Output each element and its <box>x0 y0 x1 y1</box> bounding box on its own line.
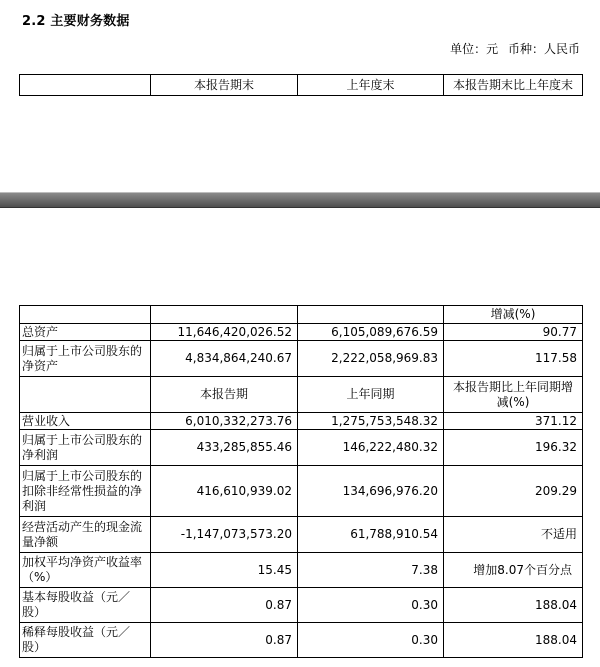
change-value: 371.12 <box>444 413 583 430</box>
current-value: 6,010,332,273.76 <box>151 413 298 430</box>
previous-value: 6,105,089,676.59 <box>298 324 444 341</box>
header-cell-change-pct: 增减(%) <box>444 306 583 324</box>
current-value: 0.87 <box>151 588 298 623</box>
row-label: 归属于上市公司股东的扣除非经常性损益的净利润 <box>20 466 151 517</box>
change-value: 188.04 <box>444 588 583 623</box>
page-break-band <box>0 192 600 208</box>
table-row <box>20 553 583 588</box>
previous-value: 134,696,976.20 <box>298 466 444 517</box>
current-value: 0.87 <box>151 623 298 658</box>
current-value: 11,646,420,026.52 <box>151 324 298 341</box>
table-row <box>20 341 583 377</box>
row-label: 稀释每股收益（元／股） <box>20 623 151 658</box>
row-label: 总资产 <box>20 324 151 341</box>
period-end-header-table <box>19 74 583 96</box>
current-value: 4,834,864,240.67 <box>151 341 298 377</box>
previous-value: 7.38 <box>298 553 444 588</box>
current-value: 416,610,939.02 <box>151 466 298 517</box>
change-value: 增加8.07个百分点 <box>444 553 583 588</box>
change-value: 不适用 <box>444 517 583 553</box>
table-row <box>20 517 583 553</box>
table-header-row <box>20 75 583 96</box>
previous-value: 0.30 <box>298 588 444 623</box>
header-cell-change-vs-prior-year-end: 本报告期末比上年度末 <box>444 75 583 96</box>
table-row <box>20 623 583 658</box>
change-value: 209.29 <box>444 466 583 517</box>
table-row <box>20 466 583 517</box>
previous-value: 146,222,480.32 <box>298 430 444 466</box>
row-label: 归属于上市公司股东的净利润 <box>20 430 151 466</box>
currency-unit-note: 单位：元 币种：人民币 <box>450 42 580 56</box>
table-row <box>20 430 583 466</box>
section-title: 2.2 主要财务数据 <box>22 14 130 29</box>
row-label: 营业收入 <box>20 413 151 430</box>
row-label: 经营活动产生的现金流量净额 <box>20 517 151 553</box>
table-row <box>20 413 583 430</box>
previous-value: 61,788,910.54 <box>298 517 444 553</box>
header-cell <box>20 306 151 324</box>
header-cell <box>151 306 298 324</box>
table-header-row <box>20 306 583 324</box>
previous-value: 2,222,058,969.83 <box>298 341 444 377</box>
table-row <box>20 588 583 623</box>
row-label: 基本每股收益（元／股） <box>20 588 151 623</box>
row-label: 加权平均净资产收益率（%） <box>20 553 151 588</box>
current-value: 15.45 <box>151 553 298 588</box>
change-value: 188.04 <box>444 623 583 658</box>
change-value: 117.58 <box>444 341 583 377</box>
change-value: 90.77 <box>444 324 583 341</box>
current-value: 433,285,855.46 <box>151 430 298 466</box>
row-label: 归属于上市公司股东的净资产 <box>20 341 151 377</box>
table-header-row <box>20 377 583 413</box>
header-cell <box>20 377 151 413</box>
header-cell-change-vs-same-period: 本报告期比上年同期增减(%) <box>444 377 583 413</box>
previous-value: 0.30 <box>298 623 444 658</box>
financial-data-table <box>19 305 583 658</box>
header-cell-period-end: 本报告期末 <box>151 75 298 96</box>
change-value: 196.32 <box>444 430 583 466</box>
table-row <box>20 324 583 341</box>
header-cell <box>298 306 444 324</box>
header-cell-prior-year-end: 上年度末 <box>298 75 444 96</box>
header-cell-current-period: 本报告期 <box>151 377 298 413</box>
current-value: -1,147,073,573.20 <box>151 517 298 553</box>
header-cell-blank <box>20 75 151 96</box>
header-cell-same-period-last-year: 上年同期 <box>298 377 444 413</box>
previous-value: 1,275,753,548.32 <box>298 413 444 430</box>
